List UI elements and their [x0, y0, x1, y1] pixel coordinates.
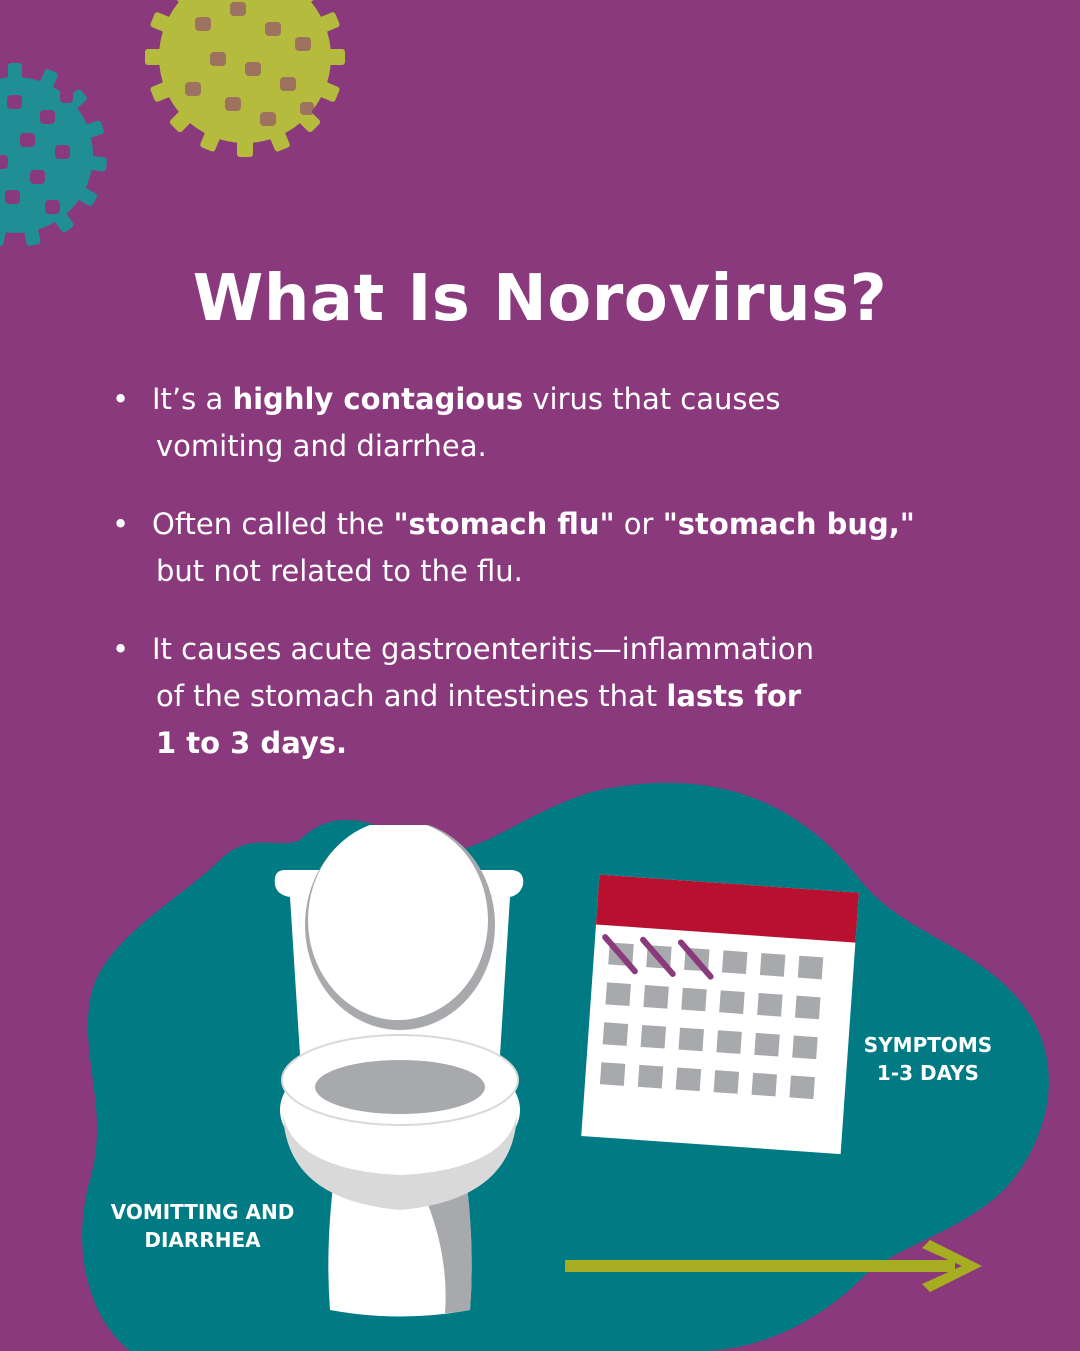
bullet-dot: • [112, 632, 130, 666]
symptoms-duration-label: SYMPTOMS 1-3 DAYS [863, 1033, 993, 1085]
arrow-right-icon [560, 1238, 990, 1298]
calendar-icon [570, 865, 870, 1165]
bullet-dot: • [112, 507, 130, 541]
page-title: What Is Norovirus? [192, 262, 888, 336]
vomiting-label: VOMITTING AND DIARRHEA [110, 1200, 295, 1252]
list-item: • It’s a highly contagious virus that causes vomiting and diarrhea. [112, 376, 1012, 470]
bullet-dot: • [112, 382, 130, 416]
list-item: • It causes acute gastroenteritis—inflammation of the stomach and intestines that lasts for 1 to 3 days. [112, 626, 1012, 767]
list-item: • Often called the "stomach flu" or "stomach bug," but not related to the flu. [112, 501, 1012, 595]
